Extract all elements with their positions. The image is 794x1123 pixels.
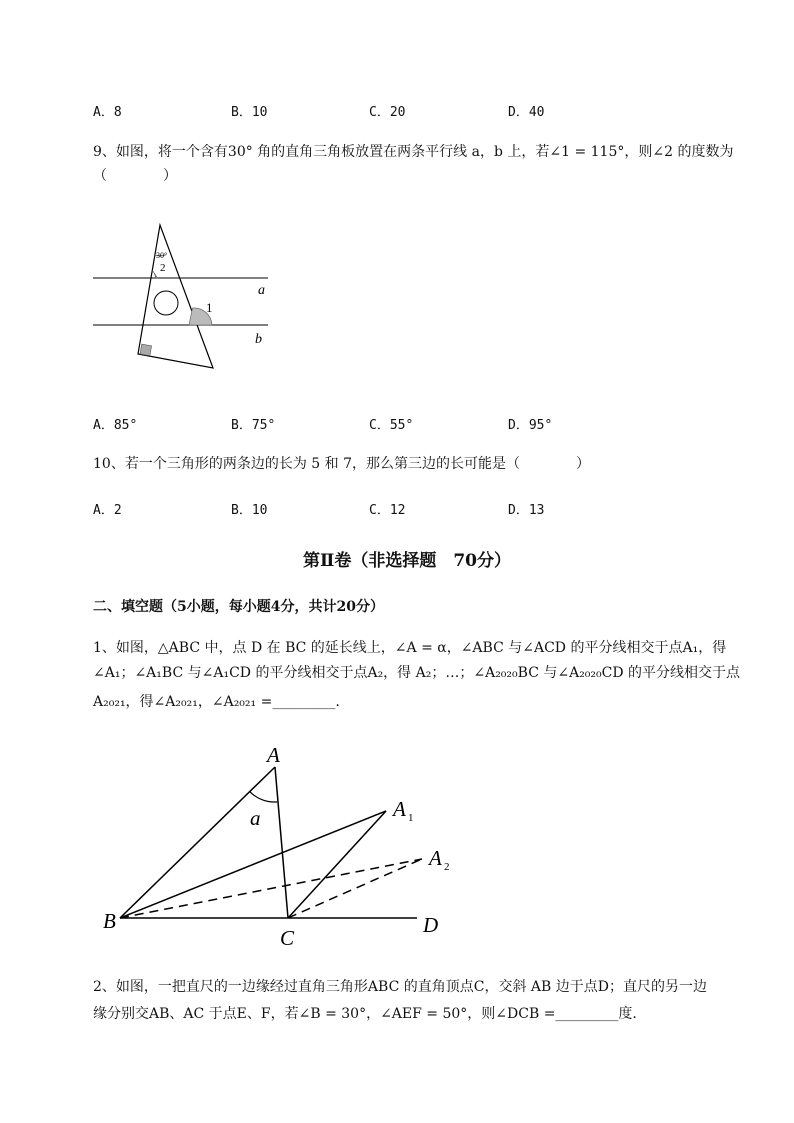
set-square-hole [154, 291, 178, 315]
q8-option-c: C．20 [369, 105, 406, 120]
label-point-b: B [103, 909, 116, 933]
q9-stem-line1: 9、如图，将一个含有30° 角的直角三角板放置在两条平行线 a，b 上，若∠1 = 115°，则∠2 的度数为 [93, 144, 734, 160]
label-point-a1: A [393, 797, 406, 821]
line-ca1 [288, 811, 386, 918]
label-point-c: C [280, 926, 295, 950]
q9-option-d: D．95° [508, 418, 553, 433]
right-angle-mark [140, 344, 152, 356]
q9-option-c: C．55° [369, 418, 414, 433]
line-ba2 [120, 859, 422, 918]
label-30: 30° [156, 251, 168, 260]
label-point-d: D [423, 913, 439, 937]
label-alpha: a [250, 806, 261, 830]
label-line-b: b [255, 332, 262, 347]
label-point-a2-subscript: 2 [444, 861, 450, 873]
side-ac [275, 767, 288, 918]
q10-option-c: C．12 [369, 503, 406, 518]
fill1-triangle-figure [95, 735, 465, 950]
label-line-a: a [258, 283, 265, 298]
q10-option-b: B．10 [231, 503, 268, 518]
fill-section-heading: 二、填空题（5小题，每小题4分，共计20分） [93, 599, 384, 615]
q10-stem: 10、若一个三角形的两条边的长为 5 和 7，那么第三边的长可能是（ ） [93, 456, 590, 472]
q8-option-d: D．40 [508, 105, 545, 120]
label-point-a: A [267, 743, 280, 767]
side-ab [120, 767, 275, 918]
q9-option-b: B．75° [231, 418, 276, 433]
fill2-line2: 缘分别交AB、AC 于点E、F，若∠B = 30°，∠AEF = 50°，则∠DCB =_________度. [93, 1006, 637, 1022]
part2-title: 第Ⅱ卷（非选择题 70分） [303, 551, 511, 571]
label-angle-2: 2 [160, 262, 166, 274]
fill1-line1: 1、如图，△ABC 中，点 D 在 BC 的延长线上，∠A = α，∠ABC 与∠ACD 的平分线相交于点A₁，得 [93, 640, 727, 656]
q8-option-a: A．8 [93, 105, 122, 120]
fill1-line3: A₂₀₂₁，得∠A₂₀₂₁，∠A₂₀₂₁ =_________. [93, 694, 340, 710]
q9-triangle-figure [80, 215, 280, 380]
label-point-a1-subscript: 1 [408, 812, 414, 824]
angle-alpha-arc [250, 792, 278, 802]
q10-option-d: D．13 [508, 503, 545, 518]
angle-2-mark [152, 270, 157, 278]
q9-stem-line2: （ ） [93, 168, 177, 184]
q8-option-b: B．10 [231, 105, 268, 120]
q9-option-a: A．85° [93, 418, 138, 433]
line-ca2 [288, 859, 422, 918]
label-point-a2: A [429, 846, 442, 870]
fill2-line1: 2、如图，一把直尺的一边缘经过直角三角形ABC 的直角顶点C，交斜 AB 边于点D；直尺的另一边 [93, 979, 707, 995]
label-angle-1: 1 [206, 300, 213, 315]
fill1-line2: ∠A₁；∠A₁BC 与∠A₁CD 的平分线相交于点A₂，得 A₂；…；∠A₂₀₂₀BC 与∠A₂₀₂₀CD 的平分线相交于点 [93, 665, 741, 681]
q10-option-a: A．2 [93, 503, 122, 518]
